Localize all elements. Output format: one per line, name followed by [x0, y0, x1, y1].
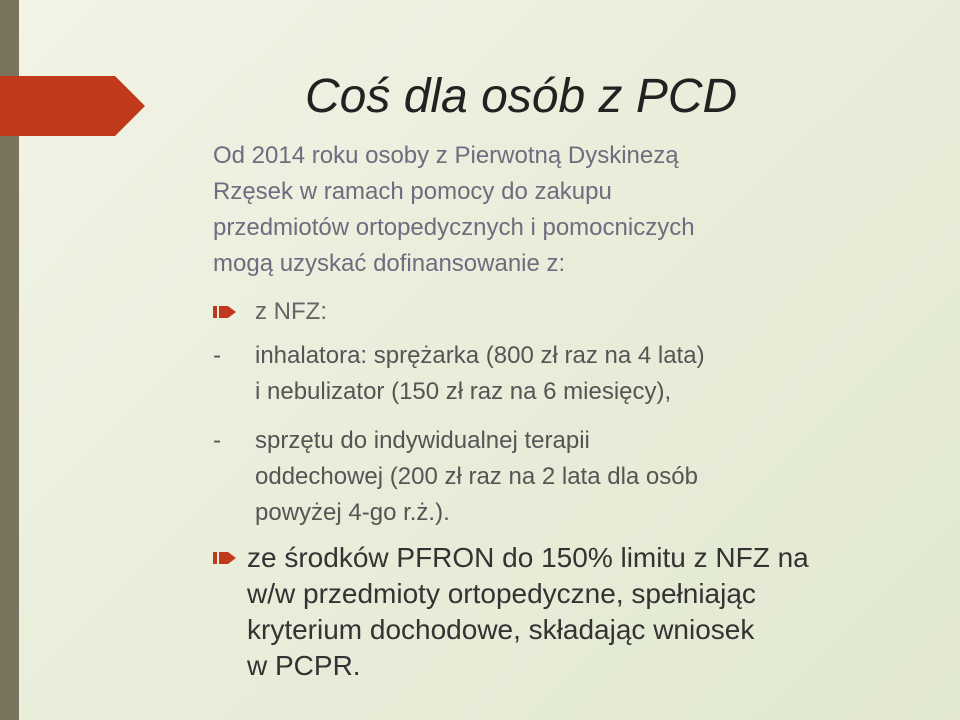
pencil-arrow-icon — [213, 302, 239, 322]
dash-item-line: i nebulizator (150 zł raz na 6 miesięcy), — [255, 378, 672, 405]
title-accent-arrow — [0, 76, 145, 136]
dash-marker: - — [213, 427, 221, 454]
intro-line: przedmiotów ortopedycznych i pomocniczych — [213, 214, 695, 241]
dash-marker: - — [213, 342, 221, 369]
intro-line: Od 2014 roku osoby z Pierwotną Dyskinezą — [213, 142, 679, 169]
bullet-pfron-text — [247, 540, 809, 684]
bullet-pfron-line: kryterium dochodowe, składając wniosek — [247, 614, 755, 645]
dash-item-line: sprzętu do indywidualnej terapii — [255, 427, 590, 454]
slide-title: Coś dla osób z PCD — [305, 70, 738, 123]
bullet-pfron-line: w/w przedmioty ortopedyczne, spełniając — [247, 578, 756, 609]
dash-item-text — [255, 338, 705, 410]
dash-item-line: powyżej 4-go r.ż.). — [255, 499, 450, 526]
dash-item-line: inhalatora: sprężarka (800 zł raz na 4 lata) — [255, 342, 705, 369]
bullet-pfron-line: ze środków PFRON do 150% limitu z NFZ na — [247, 542, 809, 573]
bullet-nfz-text: z NFZ: — [255, 298, 327, 325]
intro-line: mogą uzyskać dofinansowanie z: — [213, 250, 566, 277]
intro-paragraph — [213, 138, 913, 282]
bullet-nfz — [213, 296, 327, 328]
dash-item-therapy-equipment — [213, 423, 698, 531]
bullet-pfron — [213, 540, 809, 684]
pencil-arrow-icon — [213, 548, 239, 568]
bullet-pfron-line: w PCPR. — [247, 650, 361, 681]
intro-line: Rzęsek w ramach pomocy do zakupu — [213, 178, 612, 205]
dash-item-text — [255, 423, 698, 531]
dash-item-line: oddechowej (200 zł raz na 2 lata dla osób — [255, 463, 698, 490]
accent-arrow-shape — [0, 76, 145, 136]
dash-item-inhalator — [213, 338, 705, 410]
